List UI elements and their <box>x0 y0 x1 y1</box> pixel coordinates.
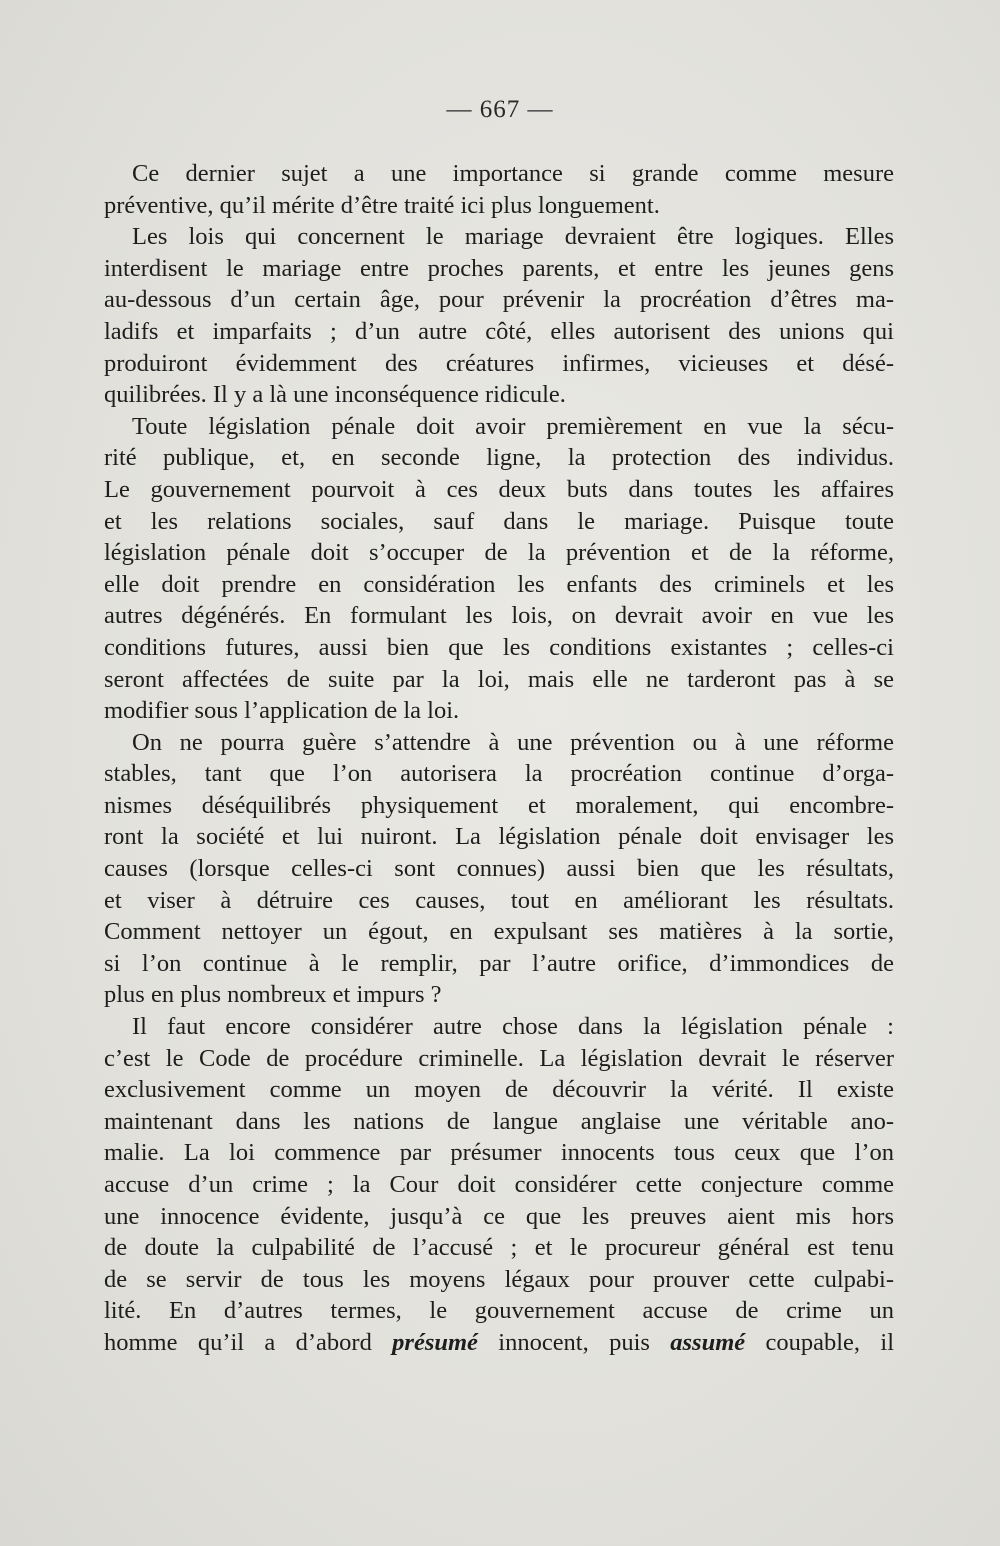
text-line: de se servir de tous les moyens légaux pour prouver cette culpabi- <box>104 1265 894 1293</box>
text-line: Ce dernier sujet a une importance si grande comme mesure <box>132 160 894 187</box>
text-line: seront affectées de suite par la loi, mais elle ne tarderont pas à se <box>104 665 894 693</box>
text-line: On ne pourra guère s’attendre à une prévention ou à une réforme <box>132 728 894 756</box>
text-line: interdisent le mariage entre proches parents, et entre les jeunes gens <box>104 254 894 282</box>
page-number: — 667 — <box>446 96 554 123</box>
text-line: et viser à détruire ces causes, tout en améliorant les résultats. <box>104 886 894 914</box>
text-line: ladifs et imparfaits ; d’un autre côté, elles autorisent des unions qui <box>104 317 894 345</box>
text-line: si l’on continue à le remplir, par l’autre orifice, d’immondices de <box>104 949 894 977</box>
text-line: maintenant dans les nations de langue anglaise une véritable ano- <box>104 1107 894 1135</box>
text-line: plus en plus nombreux et impurs ? <box>104 981 442 1009</box>
italic-word: assumé <box>670 1328 746 1356</box>
text-line: ront la société et lui nuiront. La législation pénale doit envisager les <box>104 823 894 851</box>
text-line: une innocence évidente, jusqu’à ce que les preuves aient mis hors <box>104 1202 894 1230</box>
text-line: Toute législation pénale doit avoir premièrement en vue la sécu- <box>132 412 894 440</box>
text-line: accuse d’un crime ; la Cour doit considérer cette conjecture comme <box>104 1171 894 1198</box>
paragraph-5 <box>104 1011 894 1359</box>
text-line: au-dessous d’un certain âge, pour prévenir la procréation d’êtres ma- <box>104 286 894 314</box>
text-line: autres dégénérés. En formulant les lois, on devrait avoir en vue les <box>104 602 894 630</box>
text-line: conditions futures, aussi bien que les conditions existantes ; celles-ci <box>104 633 894 661</box>
text-line: préventive, qu’il mérite d’être traité ici plus longuement. <box>104 191 660 219</box>
body-text <box>104 158 894 1359</box>
paragraph-4 <box>104 727 894 1011</box>
text-line: lité. En d’autres termes, le gouvernement accuse de crime un <box>104 1297 894 1325</box>
paragraph-3 <box>104 411 894 727</box>
text-segment: homme qu’il a d’abord <box>104 1328 393 1356</box>
text-line: Le gouvernement pourvoit à ces deux buts dans toutes les affaires <box>104 475 894 503</box>
text-line: stables, tant que l’on autorisera la procréation continue d’orga- <box>104 760 894 788</box>
text-line: Comment nettoyer un égout, en expulsant ses matières à la sortie, <box>104 918 894 946</box>
text-line: produiront évidemment des créatures infirmes, vicieuses et désé- <box>104 349 894 377</box>
text-line: de doute la culpabilité de l’accusé ; et le procureur général est tenu <box>104 1234 894 1262</box>
text-line: elle doit prendre en considération les enfants des criminels et les <box>104 570 894 598</box>
text-line: quilibrées. Il y a là une inconséquence ridicule. <box>104 381 566 409</box>
text-segment: innocent, puis <box>477 1328 671 1356</box>
text-line: et les relations sociales, sauf dans le mariage. Puisque toute <box>104 507 894 535</box>
text-line: modifier sous l’application de la loi. <box>104 697 460 725</box>
italic-word: présumé <box>392 1328 478 1356</box>
text-line: nismes déséquilibrés physiquement et moralement, qui encombre- <box>104 791 894 819</box>
text-line: exclusivement comme un moyen de découvrir la vérité. Il existe <box>104 1076 894 1104</box>
paragraph-1 <box>104 158 894 221</box>
text-line: malie. La loi commence par présumer innocents tous ceux que l’on <box>104 1139 894 1167</box>
text-line: législation pénale doit s’occuper de la prévention et de la réforme, <box>104 539 894 567</box>
text-segment: coupable, il <box>745 1328 894 1356</box>
text-line: rité publique, et, en seconde ligne, la protection des individus. <box>104 444 894 472</box>
text-line: Les lois qui concernent le mariage devraient être logiques. Elles <box>132 223 894 251</box>
paragraph-2 <box>104 221 894 411</box>
text-line-final <box>104 1327 894 1359</box>
text-line: causes (lorsque celles-ci sont connues) aussi bien que les résultats, <box>104 855 894 883</box>
text-line: Il faut encore considérer autre chose dans la législation pénale : <box>132 1013 894 1041</box>
text-line: c’est le Code de procédure criminelle. La législation devrait le réserver <box>104 1044 894 1072</box>
